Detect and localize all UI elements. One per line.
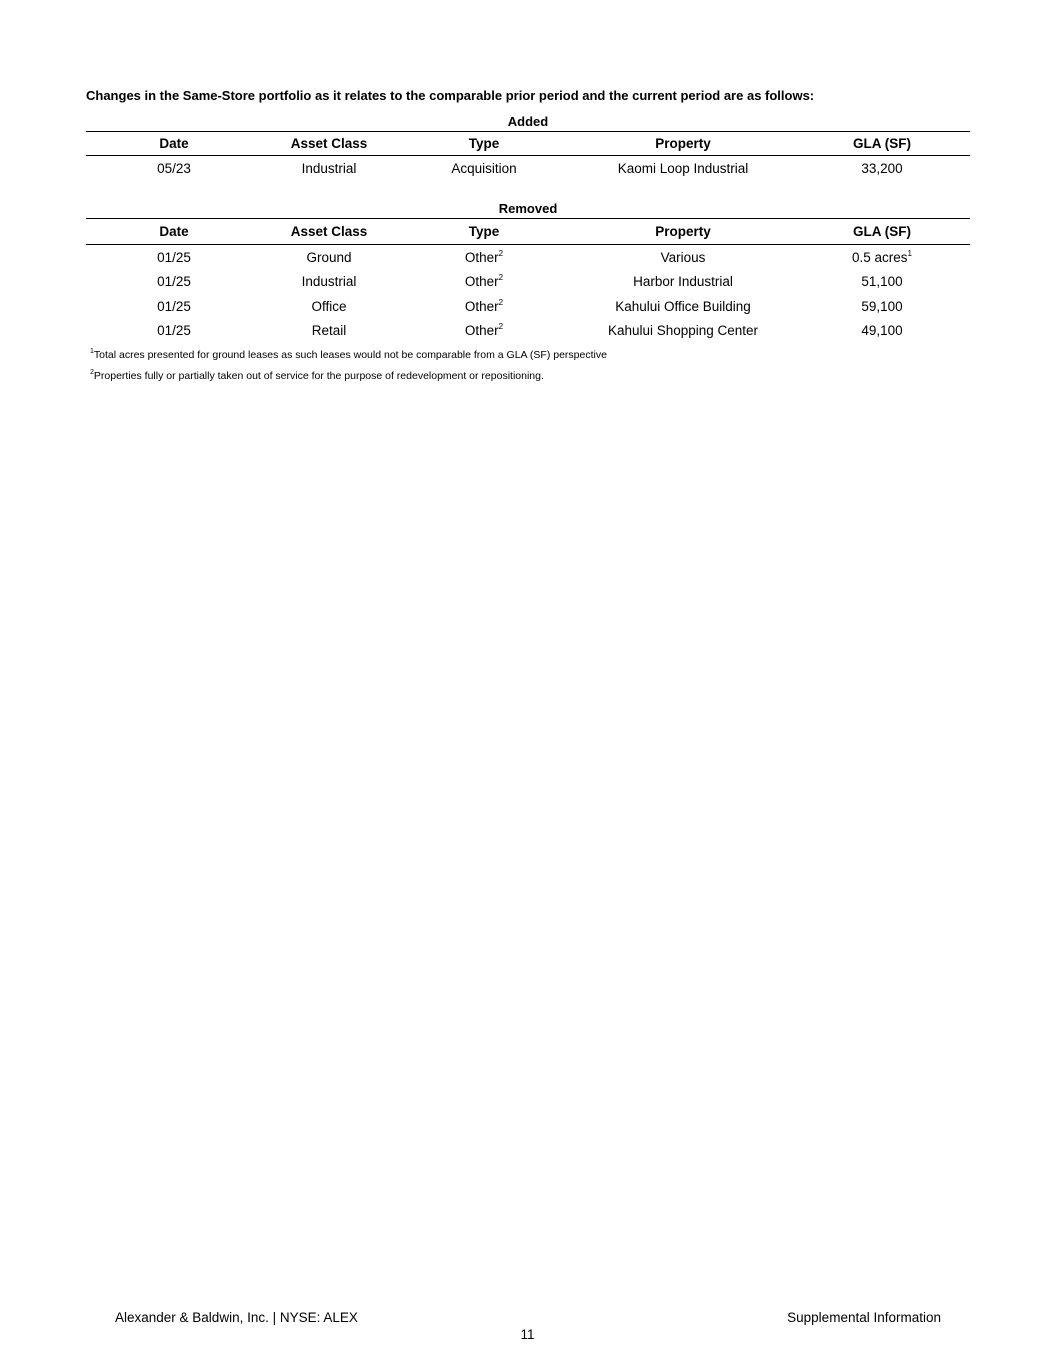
added-table: [86, 131, 970, 181]
type-footnote-mark: 2: [498, 322, 504, 332]
type-text: Other: [464, 323, 499, 339]
gla-footnote-mark: 1: [907, 248, 912, 258]
type-footnote-mark: 2: [498, 297, 504, 307]
type-text: Acquisition: [451, 160, 517, 176]
cell-property: Kaomi Loop Industrial: [617, 160, 749, 176]
cell-gla: [794, 319, 970, 344]
added-section-title: Added: [507, 114, 549, 129]
added-header-row: [86, 132, 970, 156]
footnote-mark: 1: [90, 348, 94, 355]
header-date: Date: [86, 132, 262, 156]
footnote-mark: 2: [90, 369, 94, 376]
cell-type: [396, 319, 572, 344]
cell-type: [396, 270, 572, 295]
cell-asset-class: Office: [311, 298, 347, 314]
cell-asset-class: Industrial: [301, 274, 357, 290]
type-text: Other: [464, 298, 499, 314]
cell-asset-class: Industrial: [301, 160, 357, 176]
cell-gla: [794, 156, 970, 181]
type-text: Other: [464, 274, 499, 290]
intro-text: Changes in the Same-Store portfolio as it relates to the comparable prior period and the current period are as follows:: [86, 88, 815, 103]
cell-type: [396, 294, 572, 319]
cell-type: [396, 156, 572, 181]
cell-property: Kahului Shopping Center: [607, 323, 759, 339]
header-asset-class: Asset Class: [262, 219, 396, 245]
table-row: [86, 270, 970, 295]
type-footnote-mark: 2: [498, 248, 504, 258]
cell-property: Various: [660, 249, 706, 265]
header-type: Type: [396, 219, 572, 245]
cell-date: 05/23: [157, 160, 191, 176]
cell-asset-class: Ground: [306, 249, 352, 265]
cell-property: Kahului Office Building: [615, 298, 751, 314]
table-row: [86, 156, 970, 181]
gla-text: 49,100: [861, 323, 903, 339]
cell-gla: [794, 245, 970, 270]
table-row: [86, 294, 970, 319]
page-number: 11: [520, 1327, 535, 1342]
header-property: Property: [572, 132, 794, 156]
gla-text: 0.5 acres: [852, 249, 908, 265]
header-asset-class: Asset Class: [262, 132, 396, 156]
removed-section-title: Removed: [498, 201, 558, 216]
footnote-2: [90, 370, 544, 382]
table-row: [86, 319, 970, 344]
footnote-text: Properties fully or partially taken out of service for the purpose of redevelopment or repositioning.: [93, 370, 544, 382]
type-text: Other: [464, 249, 499, 265]
table-row: [86, 245, 970, 270]
cell-type: [396, 245, 572, 270]
cell-gla: [794, 294, 970, 319]
header-type: Type: [396, 132, 572, 156]
removed-header-row: [86, 219, 970, 245]
header-gla: GLA (SF): [794, 219, 970, 245]
footer-company: Alexander & Baldwin, Inc. | NYSE: ALEX: [115, 1310, 358, 1325]
header-gla: GLA (SF): [794, 132, 970, 156]
cell-asset-class: Retail: [311, 323, 347, 339]
cell-date: 01/25: [157, 323, 191, 339]
gla-text: 59,100: [861, 298, 903, 314]
cell-date: 01/25: [157, 274, 191, 290]
type-footnote-mark: 2: [498, 273, 504, 283]
cell-date: 01/25: [157, 298, 191, 314]
header-date: Date: [86, 219, 262, 245]
cell-date: 01/25: [157, 249, 191, 265]
gla-text: 33,200: [861, 160, 903, 176]
header-property: Property: [572, 219, 794, 245]
removed-table: [86, 218, 970, 343]
footer-document-label: Supplemental Information: [787, 1310, 941, 1325]
footnote-text: Total acres presented for ground leases as such leases would not be comparable from a GLA (SF) perspective: [93, 349, 607, 361]
cell-property: Harbor Industrial: [633, 274, 733, 290]
cell-gla: [794, 270, 970, 295]
gla-text: 51,100: [861, 274, 903, 290]
footnote-1: [90, 349, 607, 361]
